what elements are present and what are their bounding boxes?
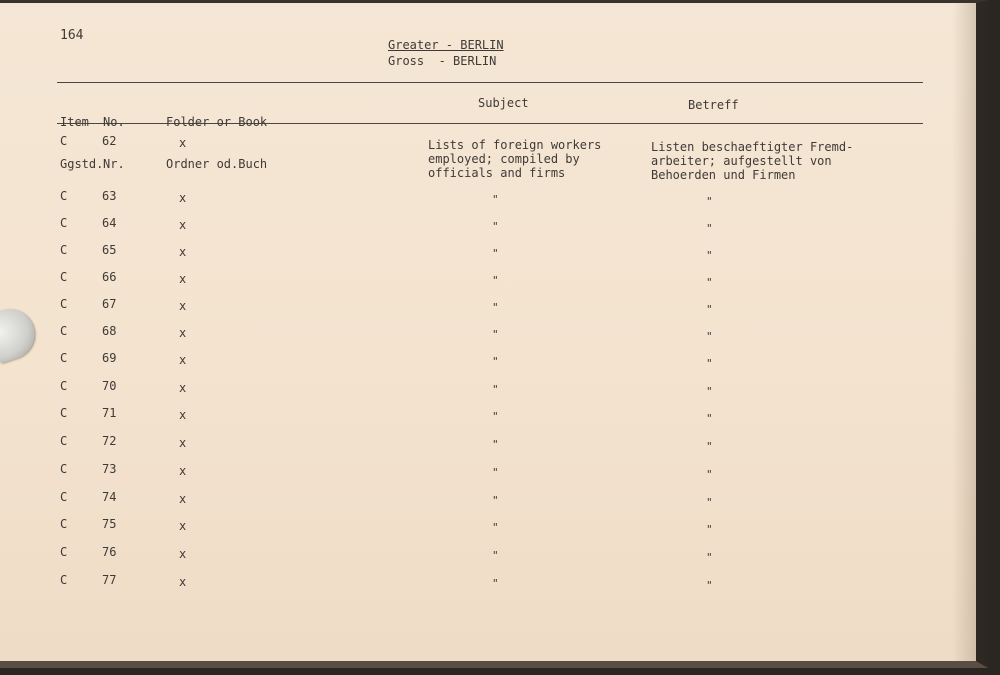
row-number: 64 (102, 216, 117, 230)
row-number: 74 (102, 490, 117, 504)
row-number: 67 (102, 297, 117, 311)
row-number: 62 (102, 134, 117, 148)
row-betreff-line: " (706, 468, 713, 481)
row-item-code: C (60, 406, 68, 420)
page-number: 164 (60, 28, 84, 43)
row-betreff-line: " (706, 195, 713, 208)
row-subject-line: " (492, 410, 499, 423)
row-number: 76 (102, 545, 117, 559)
row-folder-mark: x (179, 575, 187, 589)
row-betreff-line: " (706, 551, 713, 564)
row-subject-line: " (492, 193, 499, 206)
row-betreff-line: " (706, 523, 713, 536)
row-item-code: C (60, 134, 68, 148)
page-subtitle: Gross - BERLIN (388, 54, 497, 68)
row-betreff-line: arbeiter; aufgestellt von (651, 154, 832, 168)
header-no-de: Nr. (103, 157, 125, 171)
row-subject-line: " (492, 220, 499, 233)
row-folder-mark: x (179, 245, 187, 259)
row-item-code: C (60, 324, 68, 338)
row-item-code: C (60, 189, 68, 203)
row-item-code: C (60, 297, 68, 311)
row-number: 77 (102, 573, 117, 587)
row-subject-line: " (492, 494, 499, 507)
row-subject-line: " (492, 355, 499, 368)
row-folder-mark: x (179, 191, 187, 205)
row-number: 75 (102, 517, 117, 531)
row-subject-line: " (492, 438, 499, 451)
row-folder-mark: x (179, 408, 187, 422)
row-subject-line: " (492, 328, 499, 341)
row-subject-line: " (492, 274, 499, 287)
row-number: 72 (102, 434, 117, 448)
row-betreff-line: " (706, 330, 713, 343)
row-betreff-line: " (706, 412, 713, 425)
row-item-code: C (60, 545, 68, 559)
row-number: 73 (102, 462, 117, 476)
row-item-code: C (60, 379, 68, 393)
row-subject-line: officials and firms (428, 166, 566, 180)
row-folder-mark: x (179, 272, 187, 286)
header-item-de: Ggstd. (60, 157, 104, 171)
row-item-code: C (60, 270, 68, 284)
row-number: 68 (102, 324, 117, 338)
row-subject-line: " (492, 549, 499, 562)
row-betreff-line: Behoerden und Firmen (651, 168, 796, 182)
row-betreff-line: " (706, 222, 713, 235)
row-item-code: C (60, 216, 68, 230)
row-subject-line: Lists of foreign workers (428, 138, 602, 152)
row-folder-mark: x (179, 218, 187, 232)
header-subject: Subject (478, 96, 529, 110)
row-item-code: C (60, 573, 68, 587)
row-number: 69 (102, 351, 117, 365)
row-betreff-line: " (706, 249, 713, 262)
page-title: Greater - BERLIN (388, 38, 504, 52)
header-no-en: No. (103, 115, 125, 129)
row-number: 66 (102, 270, 117, 284)
row-subject-line: " (492, 577, 499, 590)
row-betreff-line: " (706, 496, 713, 509)
row-subject-line: employed; compiled by (428, 152, 580, 166)
row-folder-mark: x (179, 299, 187, 313)
row-subject-line: " (492, 247, 499, 260)
row-betreff-line: " (706, 357, 713, 370)
row-item-code: C (60, 490, 68, 504)
page-edge-shadow (952, 3, 976, 661)
row-subject-line: " (492, 466, 499, 479)
row-number: 71 (102, 406, 117, 420)
row-subject-line: " (492, 301, 499, 314)
header-folder-en: Folder or Book (166, 115, 268, 129)
row-betreff-line: Listen beschaeftigter Fremd- (651, 140, 854, 154)
header-folder-de: Ordner od.Buch (166, 157, 268, 171)
row-subject-line: " (492, 521, 499, 534)
row-betreff-line: " (706, 440, 713, 453)
row-folder-mark: x (179, 353, 187, 367)
binder-tab (0, 303, 41, 364)
row-folder-mark: x (179, 436, 187, 450)
row-betreff-line: " (706, 303, 713, 316)
row-item-code: C (60, 243, 68, 257)
row-folder-mark: x (179, 136, 187, 150)
row-number: 63 (102, 189, 117, 203)
row-item-code: C (60, 351, 68, 365)
row-number: 65 (102, 243, 117, 257)
row-item-code: C (60, 462, 68, 476)
header-item-en: Item (60, 115, 89, 129)
row-number: 70 (102, 379, 117, 393)
row-folder-mark: x (179, 492, 187, 506)
row-folder-mark: x (179, 464, 187, 478)
row-folder-mark: x (179, 326, 187, 340)
header-betreff: Betreff (688, 98, 739, 112)
row-item-code: C (60, 517, 68, 531)
row-betreff-line: " (706, 385, 713, 398)
row-betreff-line: " (706, 579, 713, 592)
row-betreff-line: " (706, 276, 713, 289)
row-folder-mark: x (179, 381, 187, 395)
row-folder-mark: x (179, 519, 187, 533)
header-rule-top (57, 82, 923, 83)
row-folder-mark: x (179, 547, 187, 561)
row-item-code: C (60, 434, 68, 448)
row-subject-line: " (492, 383, 499, 396)
